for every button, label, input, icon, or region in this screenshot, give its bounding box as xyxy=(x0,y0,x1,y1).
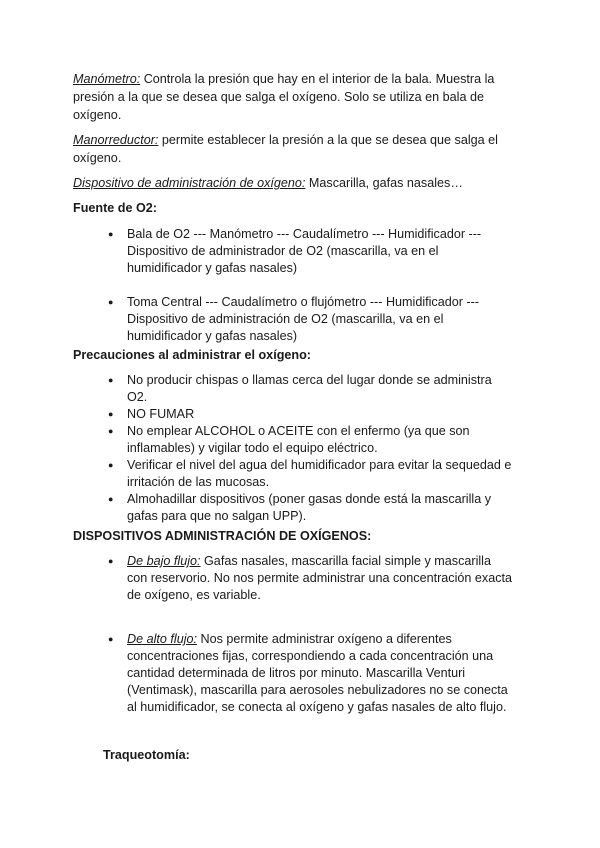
alto-flujo-text: Nos permite administrar oxígeno a diferentes concentraciones fijas, correspondiendo a cada concentración una cantidad determinada de litros por minuto. Mascarilla Venturi (Ventimask), mascarilla para aerosoles nebulizadores no se conecta al humidificador, se conecta al oxígeno y gafas nasales de alto flujo. xyxy=(127,632,508,714)
term-bajo-flujo: De bajo flujo: xyxy=(127,554,201,568)
list-alto-flujo xyxy=(0,631,600,716)
list-item xyxy=(0,631,512,716)
list-item xyxy=(0,553,512,604)
list-precauciones xyxy=(0,372,600,525)
term-dispositivo: Dispositivo de administración de oxígeno: xyxy=(73,176,306,190)
list-item: ● Almohadillar dispositivos (poner gasas donde está la mascarilla y gafas para que no salgan UPP). xyxy=(0,491,512,525)
list-item: ● No producir chispas o llamas cerca del lugar donde se administra O2. xyxy=(0,372,512,406)
paragraph-manometro-text: Controla la presión que hay en el interior de la bala. Muestra la presión a la que se desea que salga el oxígeno. Solo se utiliza en bala de oxígeno. xyxy=(73,72,495,122)
paragraph-dispositivo xyxy=(73,174,528,192)
paragraph-manometro xyxy=(73,70,528,124)
paragraph-manorreductor xyxy=(73,131,528,167)
list-item: ● Verificar el nivel del agua del humidificador para evitar la sequedad e irritación de las mucosas. xyxy=(0,457,512,491)
bajo-flujo-text: Gafas nasales, mascarilla facial simple y mascarilla con reservorio. No nos permite administrar una concentración exacta de oxígeno, es variable. xyxy=(127,554,512,602)
term-manorreductor: Manorreductor: xyxy=(73,133,159,147)
list-bajo-flujo xyxy=(0,553,600,604)
term-manometro: Manómetro: xyxy=(73,72,141,86)
term-alto-flujo: De alto flujo: xyxy=(127,632,198,646)
list-item: ● No emplear ALCOHOL o ACEITE con el enfermo (ya que son inflamables) y vigilar todo el equipo eléctrico. xyxy=(0,423,512,457)
heading-fuente-o2: Fuente de O2: xyxy=(73,201,157,215)
list-item: ● Bala de O2 --- Manómetro --- Caudalímetro --- Humidificador --- Dispositivo de administrador de O2 (mascarilla, va en el humidificador y gafas nasales) xyxy=(0,226,512,277)
heading-dispositivos: DISPOSITIVOS ADMINISTRACIÓN DE OXÍGENOS: xyxy=(73,529,372,543)
heading-traqueotomia: Traqueotomía: xyxy=(103,748,190,762)
list-fuente-o2 xyxy=(0,226,600,277)
list-fuente-o2-2 xyxy=(0,294,600,345)
paragraph-dispositivo-text: Mascarilla, gafas nasales… xyxy=(305,176,463,190)
heading-precauciones: Precauciones al administrar el oxígeno: xyxy=(73,348,311,362)
list-item: ● NO FUMAR xyxy=(0,406,512,423)
paragraph-manorreductor-text: permite establecer la presión a la que se desea que salga el oxígeno. xyxy=(73,133,498,165)
list-item: ● Toma Central --- Caudalímetro o flujómetro --- Humidificador --- Dispositivo de administración de O2 (mascarilla, va en el humidificador y gafas nasales) xyxy=(0,294,512,345)
